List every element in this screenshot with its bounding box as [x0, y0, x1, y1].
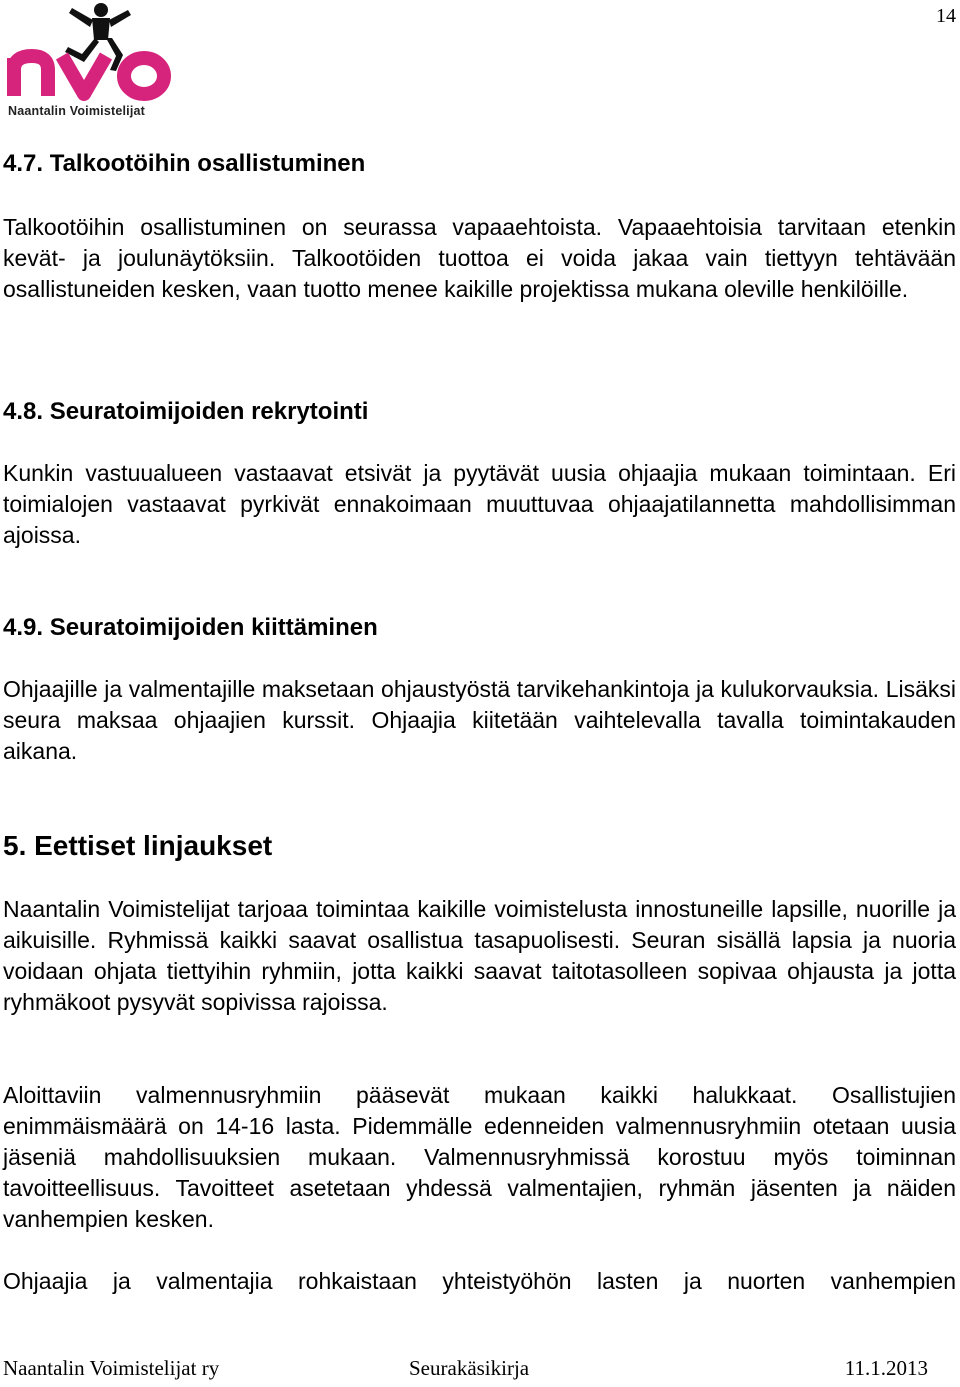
footer-organization: Naantalin Voimistelijat ry — [3, 1356, 220, 1380]
section-paragraph: Ohjaajia ja valmentajia rohkaistaan yhteistyöhön lasten ja nuorten vanhempien — [3, 1268, 956, 1294]
section-heading-4-9: 4.9. Seuratoimijoiden kiittäminen — [3, 614, 378, 641]
section-heading-5: 5. Eettiset linjaukset — [3, 830, 273, 861]
section-paragraph: Kunkin vastuualueen vastaavat etsivät ja pyytävät uusia ohjaajia mukaan toimintaan. Eri toimialojen vastaavat pyrkivät ennakoimaan muuttuvaa ohjaajatilannetta mahdollisimman ajoissa. — [3, 460, 956, 548]
section-paragraph: Naantalin Voimistelijat tarjoaa toimintaa kaikille voimistelusta innostuneille lapsille, nuorille ja aikuisille. Ryhmissä kaikki saavat osallistua tasapuolisesti. Seuran sisällä lapsia ja nuoria voidaan ohjata tiettyihin ryhmiin, jotta kaikki saavat taitotasolleen sopivaa ohjausta ja jotta ryhmäkoot pysyvät sopivissa rajoissa. — [3, 896, 956, 1015]
footer-date: 11.1.2013 — [844, 1356, 928, 1380]
footer-document-title: Seurakäsikirja — [409, 1356, 530, 1380]
section-paragraph: Aloittaviin valmennusryhmiin pääsevät mukaan kaikki halukkaat. Osallistujien enimmäismäärä on 14-16 lasta. Pidemmälle edenneiden valmennusryhmiin otetaan uusia jäseniä mahdollisuuksien mukaan. Valmennusryhmissä korostuu myös toiminnan tavoitteellisuus. Tavoitteet asetetaan yhdessä valmentajien, ryhmän jäsenten ja näiden vanhempien kesken. — [3, 1082, 956, 1232]
club-logo — [2, 0, 178, 124]
section-paragraph: Ohjaajille ja valmentajille maksetaan ohjaustyöstä tarvikehankintoja ja kulukorvauksia. Lisäksi seura maksaa ohjaajien kurssit. Ohjaajia kiitetään vaihtelevalla tavalla toimintakauden aikana. — [3, 676, 956, 764]
page-footer — [3, 1356, 928, 1386]
gymnast-logo-icon — [2, 0, 178, 104]
section-heading-4-8: 4.8. Seuratoimijoiden rekrytointi — [3, 398, 369, 425]
logo-club-name: Naantalin Voimistelijat — [8, 104, 146, 118]
section-paragraph: Talkootöihin osallistuminen on seurassa vapaaehtoista. Vapaaehtoisia tarvitaan etenkin kevät- ja joulunäytöksiin. Talkootöiden tuottoa ei voida jakaa vain tiettyyn tehtävään osallistuneiden kesken, vaan tuotto menee kaikille projektissa mukana oleville henkilöille. — [3, 214, 956, 302]
page-number: 14 — [936, 5, 956, 27]
section-heading-4-7: 4.7. Talkootöihin osallistuminen — [3, 150, 366, 177]
